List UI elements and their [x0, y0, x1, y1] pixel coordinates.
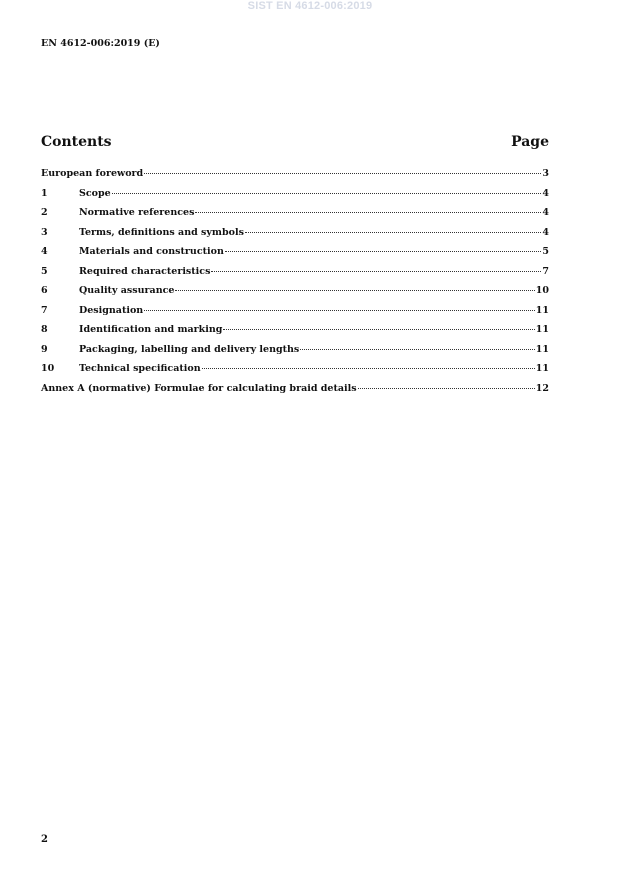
toc-leader-dots: [144, 310, 535, 311]
toc-entry[interactable]: [41, 266, 549, 286]
toc-entry-title: Packaging, labelling and delivery lengths: [79, 343, 300, 355]
toc-entry-title: Identification and marking: [79, 324, 223, 335]
toc-entry-page: 11: [535, 304, 549, 316]
toc-entry-title: Quality assurance: [79, 285, 175, 296]
toc-entry-title: Normative references: [79, 207, 195, 218]
page-number: 2: [41, 834, 48, 845]
toc-leader-dots: [195, 212, 541, 213]
toc-entry-page: 4: [542, 187, 549, 199]
toc-entry-number: 7: [41, 304, 48, 316]
toc-entry-number: 6: [41, 285, 48, 296]
toc-entry-page: 7: [542, 265, 549, 277]
toc-leader-dots: [300, 349, 534, 350]
toc-leader-dots: [202, 368, 535, 369]
page-column-heading: Page: [511, 134, 549, 150]
toc-entry-title: Materials and construction: [79, 246, 224, 257]
toc-entry-number: 2: [41, 207, 48, 218]
contents-header: [41, 134, 549, 150]
toc-entry-page: 4: [542, 226, 549, 238]
toc-entry[interactable]: [41, 227, 549, 247]
toc-entry[interactable]: [41, 363, 549, 383]
toc-entry-page: 12: [535, 382, 549, 394]
document-id: EN 4612-006:2019 (E): [41, 38, 160, 49]
toc-entry[interactable]: [41, 246, 549, 266]
toc-entry-page: 11: [535, 363, 549, 374]
toc-leader-dots: [245, 232, 541, 233]
toc-entry-page: 5: [542, 246, 549, 257]
toc-entry[interactable]: [41, 207, 549, 227]
toc-leader-dots: [112, 193, 542, 194]
toc-entry-number: 5: [41, 265, 48, 277]
toc-entry-title: Scope: [79, 187, 111, 199]
toc-entry-number: 10: [41, 363, 55, 374]
toc-leader-dots: [211, 271, 541, 272]
toc-leader-dots: [175, 290, 534, 291]
toc-entry-page: 3: [542, 168, 549, 179]
table-of-contents: [41, 168, 549, 402]
toc-entry-number: 1: [41, 187, 48, 199]
toc-entry[interactable]: [41, 324, 549, 344]
toc-entry[interactable]: [41, 383, 549, 403]
toc-entry-title: Annex A (normative) Formulae for calculating braid details: [41, 382, 357, 394]
toc-entry-number: 8: [41, 324, 48, 335]
watermark: SIST EN 4612-006:2019: [247, 0, 373, 12]
toc-entry[interactable]: [41, 305, 549, 325]
toc-entry[interactable]: [41, 344, 549, 364]
toc-entry-number: 4: [41, 246, 48, 257]
toc-entry[interactable]: [41, 285, 549, 305]
toc-entry-title: Technical specification: [79, 363, 201, 374]
toc-entry[interactable]: [41, 188, 549, 208]
toc-entry-page: 10: [535, 285, 549, 296]
toc-entry-title: Required characteristics: [79, 265, 211, 277]
toc-entry-page: 11: [535, 324, 549, 335]
toc-entry-page: 4: [542, 207, 549, 218]
toc-entry-number: 3: [41, 226, 48, 238]
toc-leader-dots: [223, 329, 534, 330]
toc-entry-page: 11: [535, 343, 549, 355]
toc-entry-number: 9: [41, 343, 48, 355]
toc-leader-dots: [225, 251, 542, 252]
toc-entry[interactable]: [41, 168, 549, 188]
toc-entry-title: Designation: [79, 304, 144, 316]
toc-entry-title: Terms, definitions and symbols: [79, 226, 244, 238]
toc-entry-title: European foreword: [41, 168, 144, 179]
toc-leader-dots: [144, 173, 541, 174]
toc-leader-dots: [358, 388, 535, 389]
contents-heading: Contents: [41, 134, 112, 150]
